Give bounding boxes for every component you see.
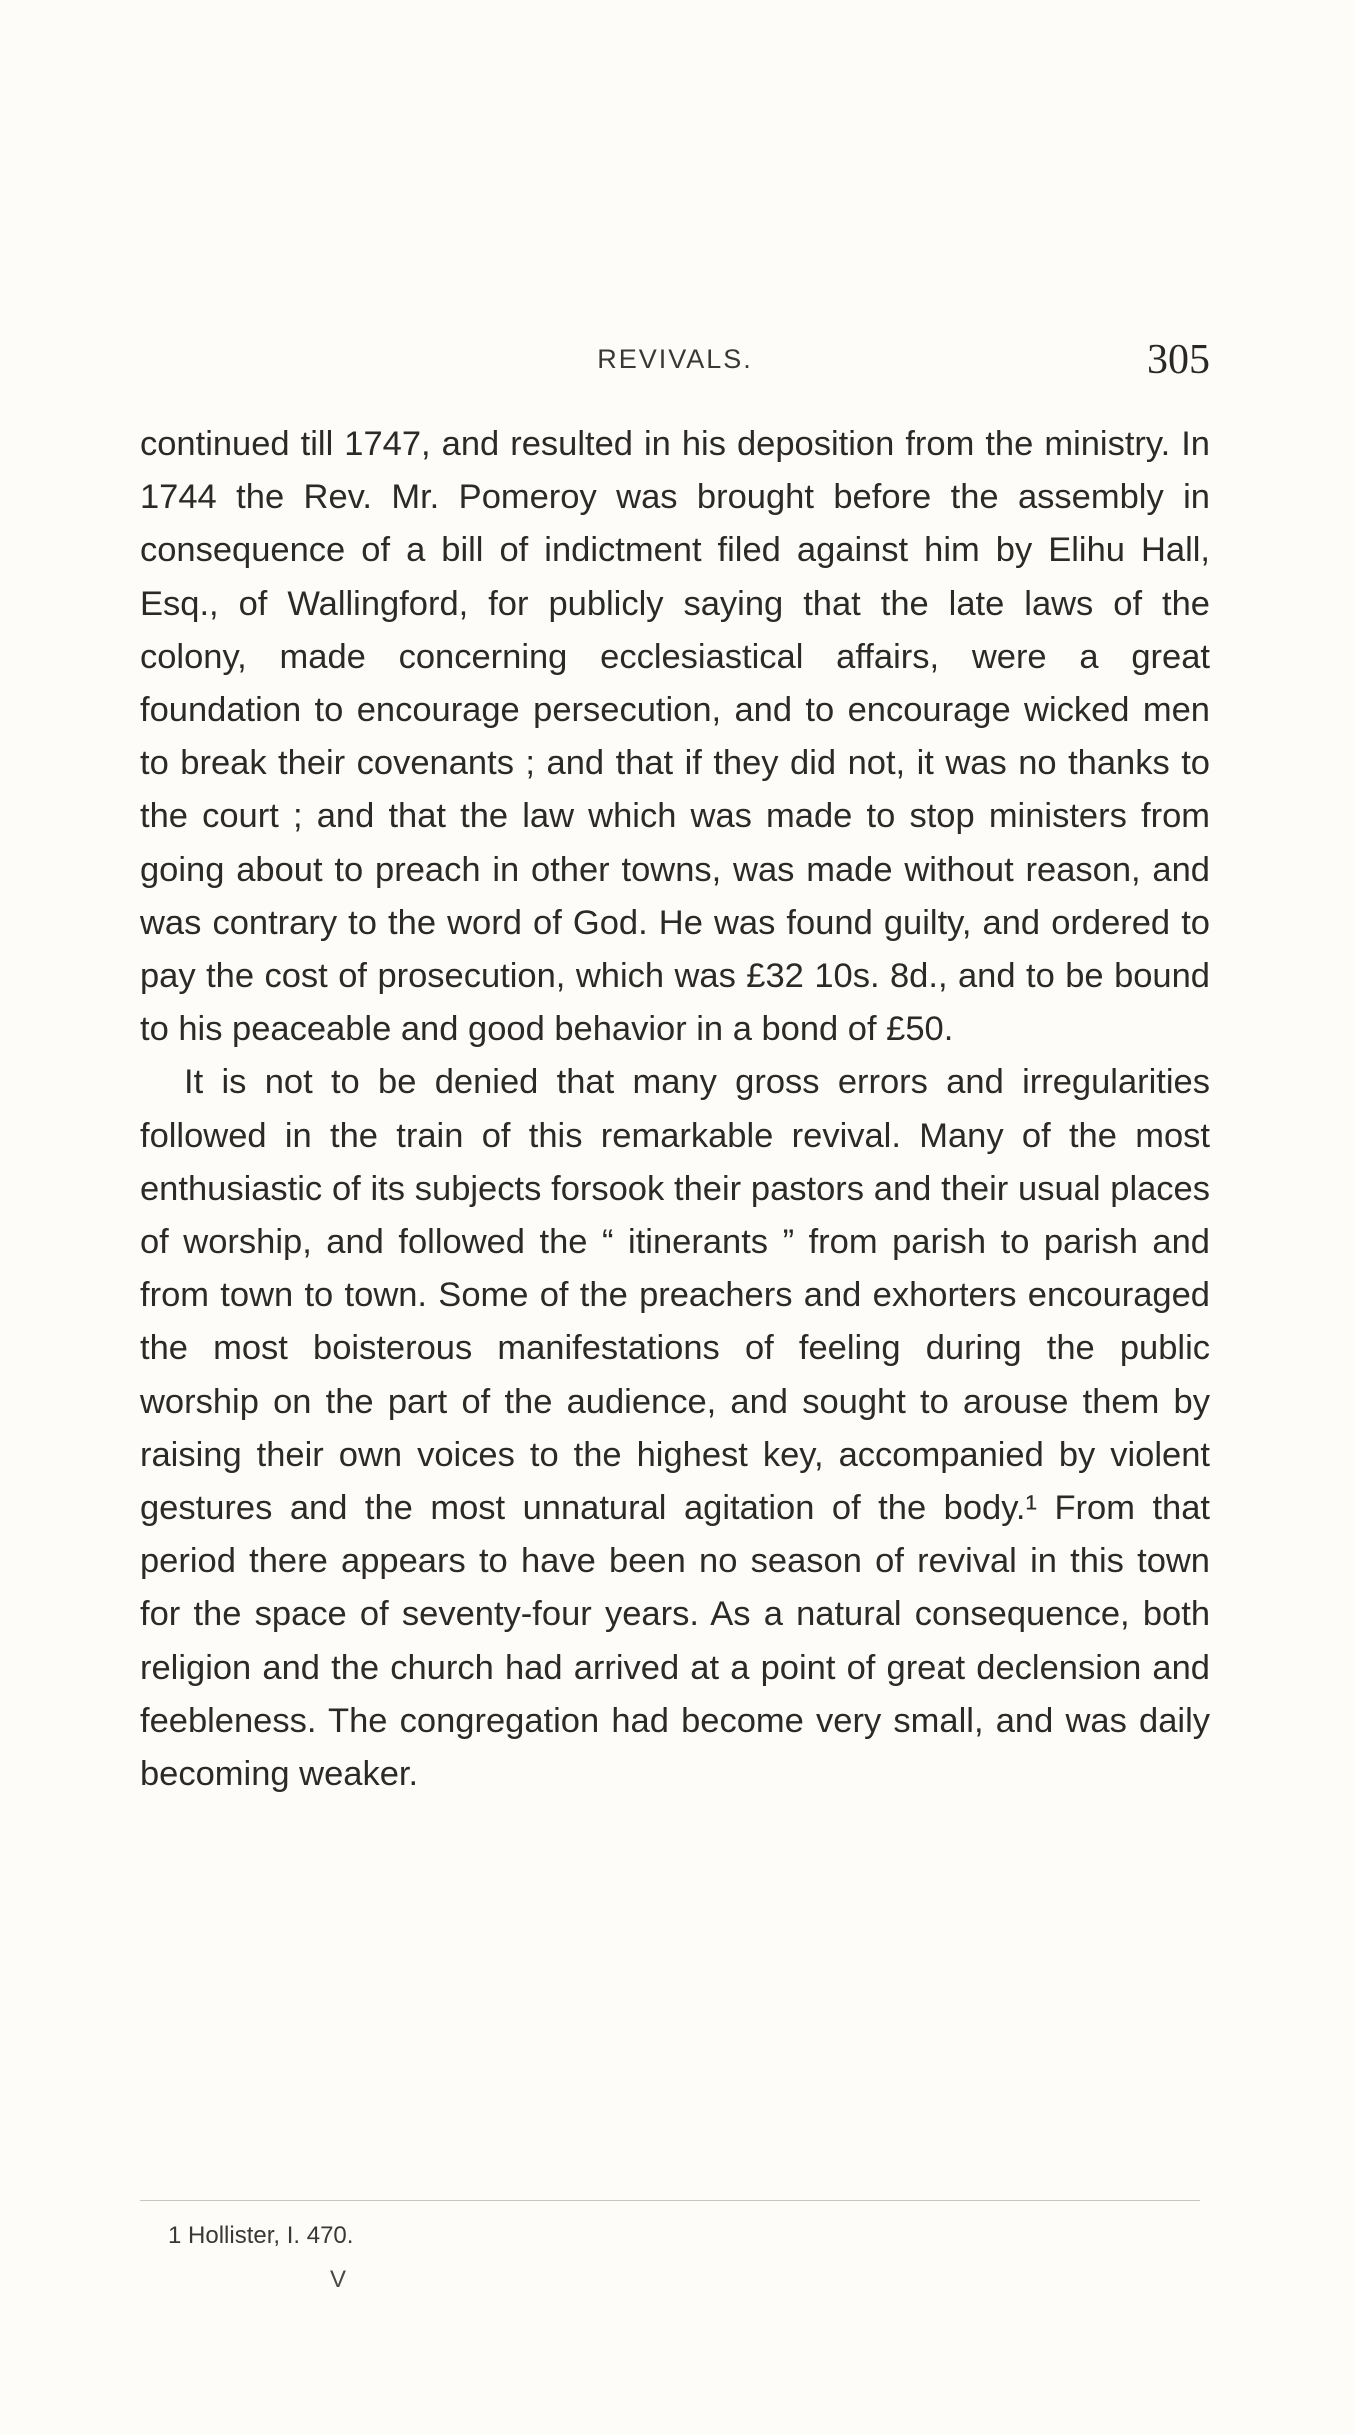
- paragraph: continued till 1747, and resulted in his deposition from the ministry. In 1744 the Rev. Mr. Pomeroy was brought before the assembly in consequence of a bill of indictment filed against him by Elihu Hall, Esq., of Wallingford, for publicly saying that the late laws of the colony, made concerning ecclesiastical affairs, were a great foundation to encourage persecution, and to encourage wicked men to break their covenants ; and that if they did not, it was no thanks to the court ; and that the law which was made to stop ministers from going about to preach in other towns, was made without reason, and was contrary to the word of God. He was found guilty, and ordered to pay the cost of prosecution, which was £32 10s. 8d., and to be bound to his peaceable and good behavior in a bond of £50.: [140, 425, 1210, 1049]
- running-title: REVIVALS.: [597, 344, 753, 374]
- footnote: 1 Hollister, I. 470.: [168, 2222, 354, 2249]
- signature-mark: V: [330, 2266, 347, 2293]
- body-text: [140, 418, 1210, 1801]
- page-number: 305: [1147, 337, 1210, 383]
- paragraph: It is not to be denied that many gross errors and irregularities followed in the train of this remarkable revival. Many of the most enthusiastic of its subjects forsook their pastors and their usual places of worship, and followed the “ itinerants ” from parish to parish and from town to town. Some of the preachers and exhorters encouraged the most boisterous manifestations of feeling during the public worship on the part of the audience, and sought to arouse them by raising their own voices to the highest key, accompanied by violent gestures and the most unnatural agitation of the body.¹ From that period there appears to have been no season of revival in this town for the space of seventy-four years. As a natural consequence, both religion and the church had arrived at a point of great declension and feebleness. The congregation had become very small, and was daily becoming weaker.: [140, 1063, 1210, 1794]
- running-head: [140, 336, 1210, 396]
- footnote-rule: [140, 2200, 1200, 2201]
